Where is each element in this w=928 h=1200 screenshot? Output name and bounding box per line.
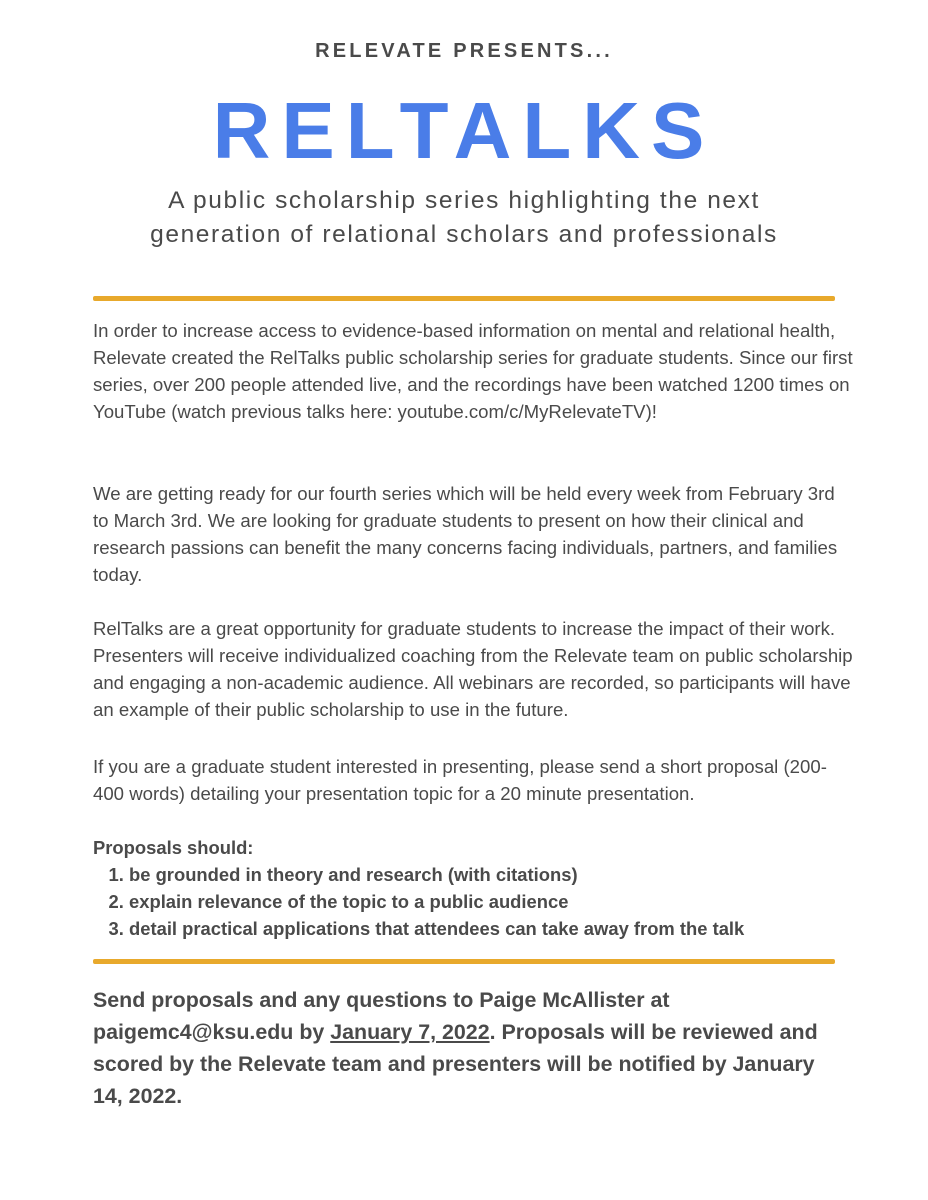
- proposals-section: [93, 834, 853, 942]
- opportunity-paragraph: RelTalks are a great opportunity for graduate students to increase the impact of their work. Presenters will receive individualized coaching from the Relevate team on public scholarship and engaging a non-academic audience. All webinars are recorded, so participants will have an example of their public scholarship to use in the future.: [93, 618, 853, 720]
- closing-lead: Send proposals and any questions to Paige McAllister at paigemc4@ksu.edu by: [93, 988, 670, 1044]
- closing-tail: . Proposals will be reviewed and scored by the Relevate team and presenters will be notified by January 14, 2022.: [93, 1020, 818, 1108]
- call-paragraph: If you are a graduate student interested in presenting, please send a short proposal (200-400 words) detailing your presentation topic for a 20 minute presentation.: [93, 756, 827, 804]
- closing-statement: [93, 984, 843, 1112]
- deadline-date: January 7, 2022: [330, 1020, 490, 1044]
- page-title: RELTALKS: [212, 86, 716, 175]
- list-item: 1. be grounded in theory and research (with citations): [129, 861, 853, 888]
- subtitle: A public scholarship series highlighting the next generation of relational scholars and professionals: [150, 187, 778, 248]
- kicker-text: RELEVATE PRESENTS...: [315, 40, 613, 62]
- series-paragraph: We are getting ready for our fourth series which will be held every week from February 3rd to March 3rd. We are looking for graduate students to present on how their clinical and research passions can benefit the many concerns facing individuals, partners, and families today.: [93, 483, 838, 585]
- intro-paragraph: In order to increase access to evidence-based information on mental and relational health, Relevate created the RelTalks public scholarship series for graduate students. Since our first series, over 200 people attended live, and the recordings have been watched 1200 times on YouTube (watch previous talks here: youtube.com/c/MyRelevateTV)!: [93, 320, 853, 422]
- top-divider: [93, 296, 835, 301]
- proposals-list: [93, 861, 853, 942]
- proposals-heading: Proposals should:: [93, 837, 254, 858]
- list-item: 2. explain relevance of the topic to a public audience: [129, 888, 853, 915]
- bottom-divider: [93, 959, 835, 964]
- list-item: 3. detail practical applications that attendees can take away from the talk: [129, 915, 853, 942]
